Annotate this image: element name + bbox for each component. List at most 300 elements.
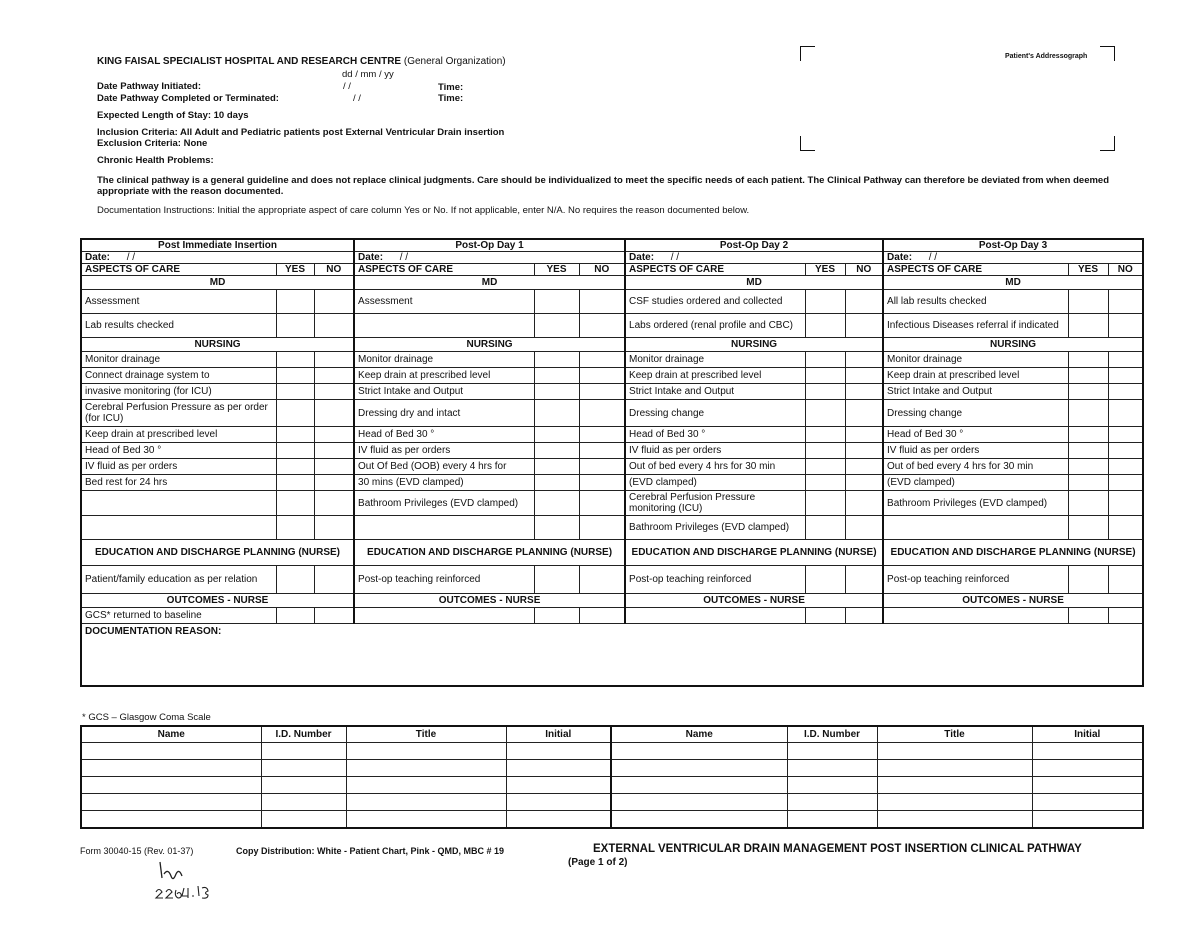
day-title: Post-Op Day 2 — [625, 239, 883, 252]
care-item: Keep drain at prescribed level — [81, 427, 276, 443]
no-checkbox-cell[interactable] — [314, 427, 354, 443]
no-checkbox-cell[interactable] — [1108, 491, 1143, 516]
care-item: (EVD clamped) — [625, 475, 805, 491]
care-row — [81, 314, 1143, 338]
yes-header: YES — [534, 264, 579, 276]
signature-cell[interactable] — [787, 811, 877, 829]
day-title: Post-Op Day 1 — [354, 239, 625, 252]
no-checkbox-cell[interactable] — [1108, 459, 1143, 475]
no-checkbox-cell[interactable] — [1108, 368, 1143, 384]
yes-checkbox-cell[interactable] — [276, 516, 314, 540]
documentation-reason-row — [81, 624, 1143, 686]
yes-checkbox-cell[interactable] — [805, 290, 845, 314]
care-item — [883, 516, 1068, 540]
yes-checkbox-cell[interactable] — [534, 352, 579, 368]
care-item: Keep drain at prescribed level — [625, 368, 805, 384]
care-item: Dressing dry and intact — [354, 400, 534, 427]
care-row — [81, 443, 1143, 459]
signature-cell[interactable] — [611, 777, 787, 794]
no-checkbox-cell[interactable] — [314, 516, 354, 540]
date-label: Date: — [85, 252, 111, 263]
aspects-header-row — [81, 264, 1143, 276]
yes-header: YES — [805, 264, 845, 276]
date-completed-field[interactable]: / / — [353, 93, 361, 104]
date-row — [81, 252, 1143, 264]
no-checkbox-cell[interactable] — [314, 384, 354, 400]
signature-cell[interactable] — [506, 777, 611, 794]
yes-checkbox-cell[interactable] — [276, 352, 314, 368]
yes-header: YES — [1068, 264, 1108, 276]
date-field[interactable] — [81, 252, 354, 264]
yes-checkbox-cell[interactable] — [1068, 608, 1108, 624]
signature-cell[interactable] — [1032, 743, 1143, 760]
nursing-section-header: NURSING — [625, 338, 883, 352]
no-checkbox-cell[interactable] — [1108, 314, 1143, 338]
care-item: Strict Intake and Output — [354, 384, 534, 400]
care-row — [81, 516, 1143, 540]
care-item: Bed rest for 24 hrs — [81, 475, 276, 491]
aspects-header: ASPECTS OF CARE — [81, 264, 276, 276]
yes-checkbox-cell[interactable] — [534, 368, 579, 384]
no-checkbox-cell[interactable] — [845, 314, 883, 338]
yes-checkbox-cell[interactable] — [805, 400, 845, 427]
yes-checkbox-cell[interactable] — [276, 475, 314, 491]
gcs-footnote: * GCS – Glasgow Coma Scale — [82, 712, 211, 723]
care-item: Cerebral Perfusion Pressure as per order (for ICU) — [81, 400, 276, 427]
signature-cell[interactable] — [506, 743, 611, 760]
no-checkbox-cell[interactable] — [845, 352, 883, 368]
yes-checkbox-cell[interactable] — [534, 443, 579, 459]
no-checkbox-cell[interactable] — [579, 459, 625, 475]
day-title: Post-Op Day 3 — [883, 239, 1143, 252]
care-item: Keep drain at prescribed level — [883, 368, 1068, 384]
care-item: Head of Bed 30 ° — [883, 427, 1068, 443]
care-item: IV fluid as per orders — [354, 443, 534, 459]
care-item: Post-op teaching reinforced — [883, 566, 1068, 594]
yes-checkbox-cell[interactable] — [1068, 566, 1108, 594]
yes-checkbox-cell[interactable] — [534, 314, 579, 338]
no-checkbox-cell[interactable] — [314, 443, 354, 459]
form-number: Form 30040-15 (Rev. 01-37) — [80, 846, 194, 856]
no-checkbox-cell[interactable] — [314, 459, 354, 475]
no-checkbox-cell[interactable] — [1108, 443, 1143, 459]
no-checkbox-cell[interactable] — [314, 608, 354, 624]
education-section-header: EDUCATION AND DISCHARGE PLANNING (NURSE) — [81, 540, 354, 566]
no-checkbox-cell[interactable] — [314, 314, 354, 338]
nursing-section-header: NURSING — [81, 338, 354, 352]
no-checkbox-cell[interactable] — [1108, 400, 1143, 427]
no-checkbox-cell[interactable] — [1108, 566, 1143, 594]
signature-cell[interactable] — [261, 760, 346, 777]
date-slashes: / / — [928, 252, 938, 263]
signature-cell[interactable] — [81, 811, 261, 829]
care-item: Monitor drainage — [883, 352, 1068, 368]
copy-distribution: Copy Distribution: White - Patient Chart, Pink - QMD, MBC # 19 — [236, 846, 505, 856]
yes-checkbox-cell[interactable] — [805, 608, 845, 624]
care-row — [81, 368, 1143, 384]
signature-cell[interactable] — [611, 760, 787, 777]
date-format-hint: dd / mm / yy — [342, 69, 394, 80]
date-slashes: / / — [126, 252, 136, 263]
signature-cell[interactable] — [877, 777, 1032, 794]
no-checkbox-cell[interactable] — [314, 368, 354, 384]
signature-column-header: Name — [81, 726, 261, 743]
signature-row — [81, 743, 1143, 760]
signature-cell[interactable] — [877, 743, 1032, 760]
no-checkbox-cell[interactable] — [579, 384, 625, 400]
care-row — [81, 566, 1143, 594]
care-item: Keep drain at prescribed level — [354, 368, 534, 384]
documentation-reason[interactable]: DOCUMENTATION REASON: — [81, 624, 1143, 686]
no-checkbox-cell[interactable] — [1108, 352, 1143, 368]
signature-column-header: Initial — [506, 726, 611, 743]
yes-checkbox-cell[interactable] — [1068, 400, 1108, 427]
signature-cell[interactable] — [787, 760, 877, 777]
signature-row — [81, 811, 1143, 829]
no-checkbox-cell[interactable] — [579, 475, 625, 491]
no-checkbox-cell[interactable] — [845, 475, 883, 491]
signature-cell[interactable] — [1032, 760, 1143, 777]
signature-cell[interactable] — [261, 811, 346, 829]
care-item: Patient/family education as per relation — [81, 566, 276, 594]
yes-checkbox-cell[interactable] — [276, 566, 314, 594]
signature-column-header: Name — [611, 726, 787, 743]
care-item: Bathroom Privileges (EVD clamped) — [354, 491, 534, 516]
signature-cell[interactable] — [261, 794, 346, 811]
nursing-section-header: NURSING — [354, 338, 625, 352]
no-header: NO — [845, 264, 883, 276]
no-checkbox-cell[interactable] — [579, 516, 625, 540]
yes-checkbox-cell[interactable] — [534, 608, 579, 624]
yes-checkbox-cell[interactable] — [805, 352, 845, 368]
yes-checkbox-cell[interactable] — [276, 290, 314, 314]
education-section-header: EDUCATION AND DISCHARGE PLANNING (NURSE) — [883, 540, 1143, 566]
care-item: All lab results checked — [883, 290, 1068, 314]
signature-table — [80, 725, 1144, 829]
yes-checkbox-cell[interactable] — [1068, 368, 1108, 384]
date-label: Date: — [887, 252, 913, 263]
signature-row — [81, 777, 1143, 794]
no-checkbox-cell[interactable] — [1108, 516, 1143, 540]
md-section-header: MD — [81, 276, 354, 290]
signature-cell[interactable] — [81, 760, 261, 777]
handwritten-initials — [148, 858, 238, 908]
care-item: Infectious Diseases referral if indicated — [883, 314, 1068, 338]
care-item — [625, 608, 805, 624]
signature-cell[interactable] — [81, 743, 261, 760]
care-item: Out of bed every 4 hrs for 30 min — [625, 459, 805, 475]
signature-cell[interactable] — [1032, 777, 1143, 794]
yes-checkbox-cell[interactable] — [805, 384, 845, 400]
yes-checkbox-cell[interactable] — [534, 516, 579, 540]
yes-checkbox-cell[interactable] — [805, 314, 845, 338]
signature-cell[interactable] — [611, 811, 787, 829]
care-item — [354, 516, 534, 540]
care-item: Out Of Bed (OOB) every 4 hrs for — [354, 459, 534, 475]
signature-cell[interactable] — [506, 760, 611, 777]
yes-checkbox-cell[interactable] — [276, 400, 314, 427]
no-checkbox-cell[interactable] — [314, 475, 354, 491]
md-section-header-row — [81, 276, 1143, 290]
no-checkbox-cell[interactable] — [845, 443, 883, 459]
no-header: NO — [579, 264, 625, 276]
signature-cell[interactable] — [81, 777, 261, 794]
care-item: Head of Bed 30 ° — [81, 443, 276, 459]
signature-row — [81, 760, 1143, 777]
no-checkbox-cell[interactable] — [845, 427, 883, 443]
nursing-section-header-row — [81, 338, 1143, 352]
yes-checkbox-cell[interactable] — [805, 475, 845, 491]
no-checkbox-cell[interactable] — [314, 290, 354, 314]
signature-cell[interactable] — [787, 777, 877, 794]
no-checkbox-cell[interactable] — [1108, 384, 1143, 400]
md-section-header: MD — [625, 276, 883, 290]
yes-checkbox-cell[interactable] — [1068, 314, 1108, 338]
date-initiated-label: Date Pathway Initiated: — [97, 81, 201, 92]
chronic-health-problems: Chronic Health Problems: — [97, 155, 214, 166]
signature-cell[interactable] — [346, 794, 506, 811]
no-checkbox-cell[interactable] — [1108, 608, 1143, 624]
care-item: IV fluid as per orders — [81, 459, 276, 475]
signature-column-header: Initial — [1032, 726, 1143, 743]
outcomes-section-header: OUTCOMES - NURSE — [625, 594, 883, 608]
no-checkbox-cell[interactable] — [579, 352, 625, 368]
yes-checkbox-cell[interactable] — [276, 443, 314, 459]
no-checkbox-cell[interactable] — [579, 566, 625, 594]
no-checkbox-cell[interactable] — [1108, 475, 1143, 491]
signature-cell[interactable] — [346, 777, 506, 794]
care-item: Bathroom Privileges (EVD clamped) — [625, 516, 805, 540]
no-checkbox-cell[interactable] — [579, 443, 625, 459]
signature-cell[interactable] — [611, 743, 787, 760]
date-field[interactable] — [354, 252, 625, 264]
hospital-name: KING FAISAL SPECIALIST HOSPITAL AND RESEARCH CENTRE — [97, 56, 402, 67]
signature-column-header: Title — [346, 726, 506, 743]
no-checkbox-cell[interactable] — [845, 566, 883, 594]
care-item: 30 mins (EVD clamped) — [354, 475, 534, 491]
care-item: Assessment — [81, 290, 276, 314]
no-checkbox-cell[interactable] — [1108, 427, 1143, 443]
corner-mark — [1100, 136, 1115, 151]
care-item: Strict Intake and Output — [625, 384, 805, 400]
no-checkbox-cell[interactable] — [845, 368, 883, 384]
signature-cell[interactable] — [506, 794, 611, 811]
care-item — [81, 491, 276, 516]
yes-checkbox-cell[interactable] — [805, 368, 845, 384]
care-row — [81, 352, 1143, 368]
yes-checkbox-cell[interactable] — [1068, 427, 1108, 443]
yes-checkbox-cell[interactable] — [534, 491, 579, 516]
yes-checkbox-cell[interactable] — [1068, 491, 1108, 516]
care-item: Head of Bed 30 ° — [354, 427, 534, 443]
yes-checkbox-cell[interactable] — [805, 459, 845, 475]
yes-checkbox-cell[interactable] — [534, 400, 579, 427]
care-row — [81, 427, 1143, 443]
yes-checkbox-cell[interactable] — [1068, 290, 1108, 314]
yes-checkbox-cell[interactable] — [276, 427, 314, 443]
signature-cell[interactable] — [611, 794, 787, 811]
date-label: Date: — [629, 252, 655, 263]
no-checkbox-cell[interactable] — [579, 427, 625, 443]
care-item: Strict Intake and Output — [883, 384, 1068, 400]
outcomes-section-header: OUTCOMES - NURSE — [354, 594, 625, 608]
care-item: IV fluid as per orders — [883, 443, 1068, 459]
yes-checkbox-cell[interactable] — [805, 443, 845, 459]
care-row — [81, 400, 1143, 427]
yes-checkbox-cell[interactable] — [534, 384, 579, 400]
education-section-header-row — [81, 540, 1143, 566]
signature-cell[interactable] — [877, 811, 1032, 829]
yes-checkbox-cell[interactable] — [534, 566, 579, 594]
no-checkbox-cell[interactable] — [845, 491, 883, 516]
care-item: Head of Bed 30 ° — [625, 427, 805, 443]
yes-checkbox-cell[interactable] — [276, 491, 314, 516]
yes-checkbox-cell[interactable] — [805, 427, 845, 443]
signature-cell[interactable] — [787, 794, 877, 811]
no-checkbox-cell[interactable] — [579, 314, 625, 338]
signature-cell[interactable] — [877, 760, 1032, 777]
care-item: Labs ordered (renal profile and CBC) — [625, 314, 805, 338]
yes-checkbox-cell[interactable] — [1068, 459, 1108, 475]
no-checkbox-cell[interactable] — [314, 400, 354, 427]
yes-checkbox-cell[interactable] — [1068, 352, 1108, 368]
care-item: Assessment — [354, 290, 534, 314]
signature-row — [81, 794, 1143, 811]
signature-cell[interactable] — [1032, 811, 1143, 829]
no-header: NO — [1108, 264, 1143, 276]
date-field[interactable] — [625, 252, 883, 264]
aspects-header: ASPECTS OF CARE — [625, 264, 805, 276]
no-checkbox-cell[interactable] — [1108, 290, 1143, 314]
md-section-header: MD — [354, 276, 625, 290]
no-checkbox-cell[interactable] — [579, 368, 625, 384]
page-number: (Page 1 of 2) — [568, 857, 628, 868]
time-completed-label: Time: — [438, 93, 464, 104]
signature-cell[interactable] — [346, 743, 506, 760]
time-initiated-label: Time: — [438, 82, 464, 93]
care-item: Connect drainage system to — [81, 368, 276, 384]
hospital-title — [97, 56, 506, 68]
signature-cell[interactable] — [787, 743, 877, 760]
yes-checkbox-cell[interactable] — [276, 608, 314, 624]
care-item: Bathroom Privileges (EVD clamped) — [883, 491, 1068, 516]
signature-cell[interactable] — [346, 760, 506, 777]
length-of-stay: Expected Length of Stay: 10 days — [97, 110, 249, 121]
yes-checkbox-cell[interactable] — [805, 491, 845, 516]
care-item: Dressing change — [625, 400, 805, 427]
date-initiated-field[interactable]: / / — [343, 81, 351, 92]
date-slashes: / / — [670, 252, 680, 263]
documentation-instructions: Documentation Instructions: Initial the appropriate aspect of care column Yes or No. If not applicable, enter N/A. No requires the reason documented below. — [97, 205, 750, 216]
yes-checkbox-cell[interactable] — [1068, 384, 1108, 400]
care-item — [354, 314, 534, 338]
signature-cell[interactable] — [877, 794, 1032, 811]
no-header: NO — [314, 264, 354, 276]
care-item: Monitor drainage — [625, 352, 805, 368]
yes-checkbox-cell[interactable] — [1068, 516, 1108, 540]
signature-cell[interactable] — [1032, 794, 1143, 811]
outcomes-section-header: OUTCOMES - NURSE — [883, 594, 1143, 608]
signature-cell[interactable] — [346, 811, 506, 829]
yes-checkbox-cell[interactable] — [534, 427, 579, 443]
no-checkbox-cell[interactable] — [845, 459, 883, 475]
care-item: Post-op teaching reinforced — [625, 566, 805, 594]
signature-column-header: Title — [877, 726, 1032, 743]
care-row — [81, 459, 1143, 475]
no-checkbox-cell[interactable] — [845, 608, 883, 624]
care-item: (EVD clamped) — [883, 475, 1068, 491]
care-item: IV fluid as per orders — [625, 443, 805, 459]
yes-checkbox-cell[interactable] — [534, 459, 579, 475]
signature-cell[interactable] — [261, 743, 346, 760]
signature-cell[interactable] — [81, 794, 261, 811]
yes-checkbox-cell[interactable] — [805, 516, 845, 540]
corner-mark — [800, 46, 815, 61]
inclusion-criteria: Inclusion Criteria: All Adult and Pediatric patients post External Ventricular Drain insertion — [97, 127, 505, 138]
date-completed-label: Date Pathway Completed or Terminated: — [97, 93, 279, 104]
no-checkbox-cell[interactable] — [845, 290, 883, 314]
date-slashes: / / — [399, 252, 409, 263]
care-item: Post-op teaching reinforced — [354, 566, 534, 594]
care-item: GCS* returned to baseline — [81, 608, 276, 624]
no-checkbox-cell[interactable] — [314, 491, 354, 516]
yes-checkbox-cell[interactable] — [276, 368, 314, 384]
yes-checkbox-cell[interactable] — [1068, 443, 1108, 459]
no-checkbox-cell[interactable] — [314, 352, 354, 368]
form-title: EXTERNAL VENTRICULAR DRAIN MANAGEMENT POST INSERTION CLINICAL PATHWAY — [593, 843, 1082, 855]
no-checkbox-cell[interactable] — [579, 290, 625, 314]
yes-checkbox-cell[interactable] — [534, 475, 579, 491]
care-item: Monitor drainage — [81, 352, 276, 368]
md-section-header: MD — [883, 276, 1143, 290]
day-title: Post Immediate Insertion — [81, 239, 354, 252]
yes-header: YES — [276, 264, 314, 276]
no-checkbox-cell[interactable] — [579, 608, 625, 624]
corner-mark — [1100, 46, 1115, 61]
education-section-header: EDUCATION AND DISCHARGE PLANNING (NURSE) — [354, 540, 625, 566]
care-item: CSF studies ordered and collected — [625, 290, 805, 314]
care-row — [81, 290, 1143, 314]
no-checkbox-cell[interactable] — [314, 566, 354, 594]
no-checkbox-cell[interactable] — [845, 516, 883, 540]
day-title-row — [81, 239, 1143, 252]
nursing-section-header: NURSING — [883, 338, 1143, 352]
yes-checkbox-cell[interactable] — [1068, 475, 1108, 491]
signature-cell[interactable] — [506, 811, 611, 829]
care-item: invasive monitoring (for ICU) — [81, 384, 276, 400]
yes-checkbox-cell[interactable] — [276, 314, 314, 338]
yes-checkbox-cell[interactable] — [276, 459, 314, 475]
no-checkbox-cell[interactable] — [845, 384, 883, 400]
care-item — [354, 608, 534, 624]
care-row — [81, 491, 1143, 516]
signature-column-header: I.D. Number — [261, 726, 346, 743]
no-checkbox-cell[interactable] — [845, 400, 883, 427]
no-checkbox-cell[interactable] — [579, 400, 625, 427]
care-item — [883, 608, 1068, 624]
outcomes-section-header: OUTCOMES - NURSE — [81, 594, 354, 608]
disclaimer: The clinical pathway is a general guideline and does not replace clinical judgments. Care should be individualized to meet the specific needs of each patient. The Clinical Pathway can therefore be deviated from when deemed appropriate with the reason documented. — [97, 175, 1110, 197]
yes-checkbox-cell[interactable] — [805, 566, 845, 594]
date-field[interactable] — [883, 252, 1143, 264]
no-checkbox-cell[interactable] — [579, 491, 625, 516]
yes-checkbox-cell[interactable] — [534, 290, 579, 314]
care-item: Monitor drainage — [354, 352, 534, 368]
aspects-header: ASPECTS OF CARE — [354, 264, 534, 276]
signature-cell[interactable] — [261, 777, 346, 794]
signature-column-header: I.D. Number — [787, 726, 877, 743]
yes-checkbox-cell[interactable] — [276, 384, 314, 400]
